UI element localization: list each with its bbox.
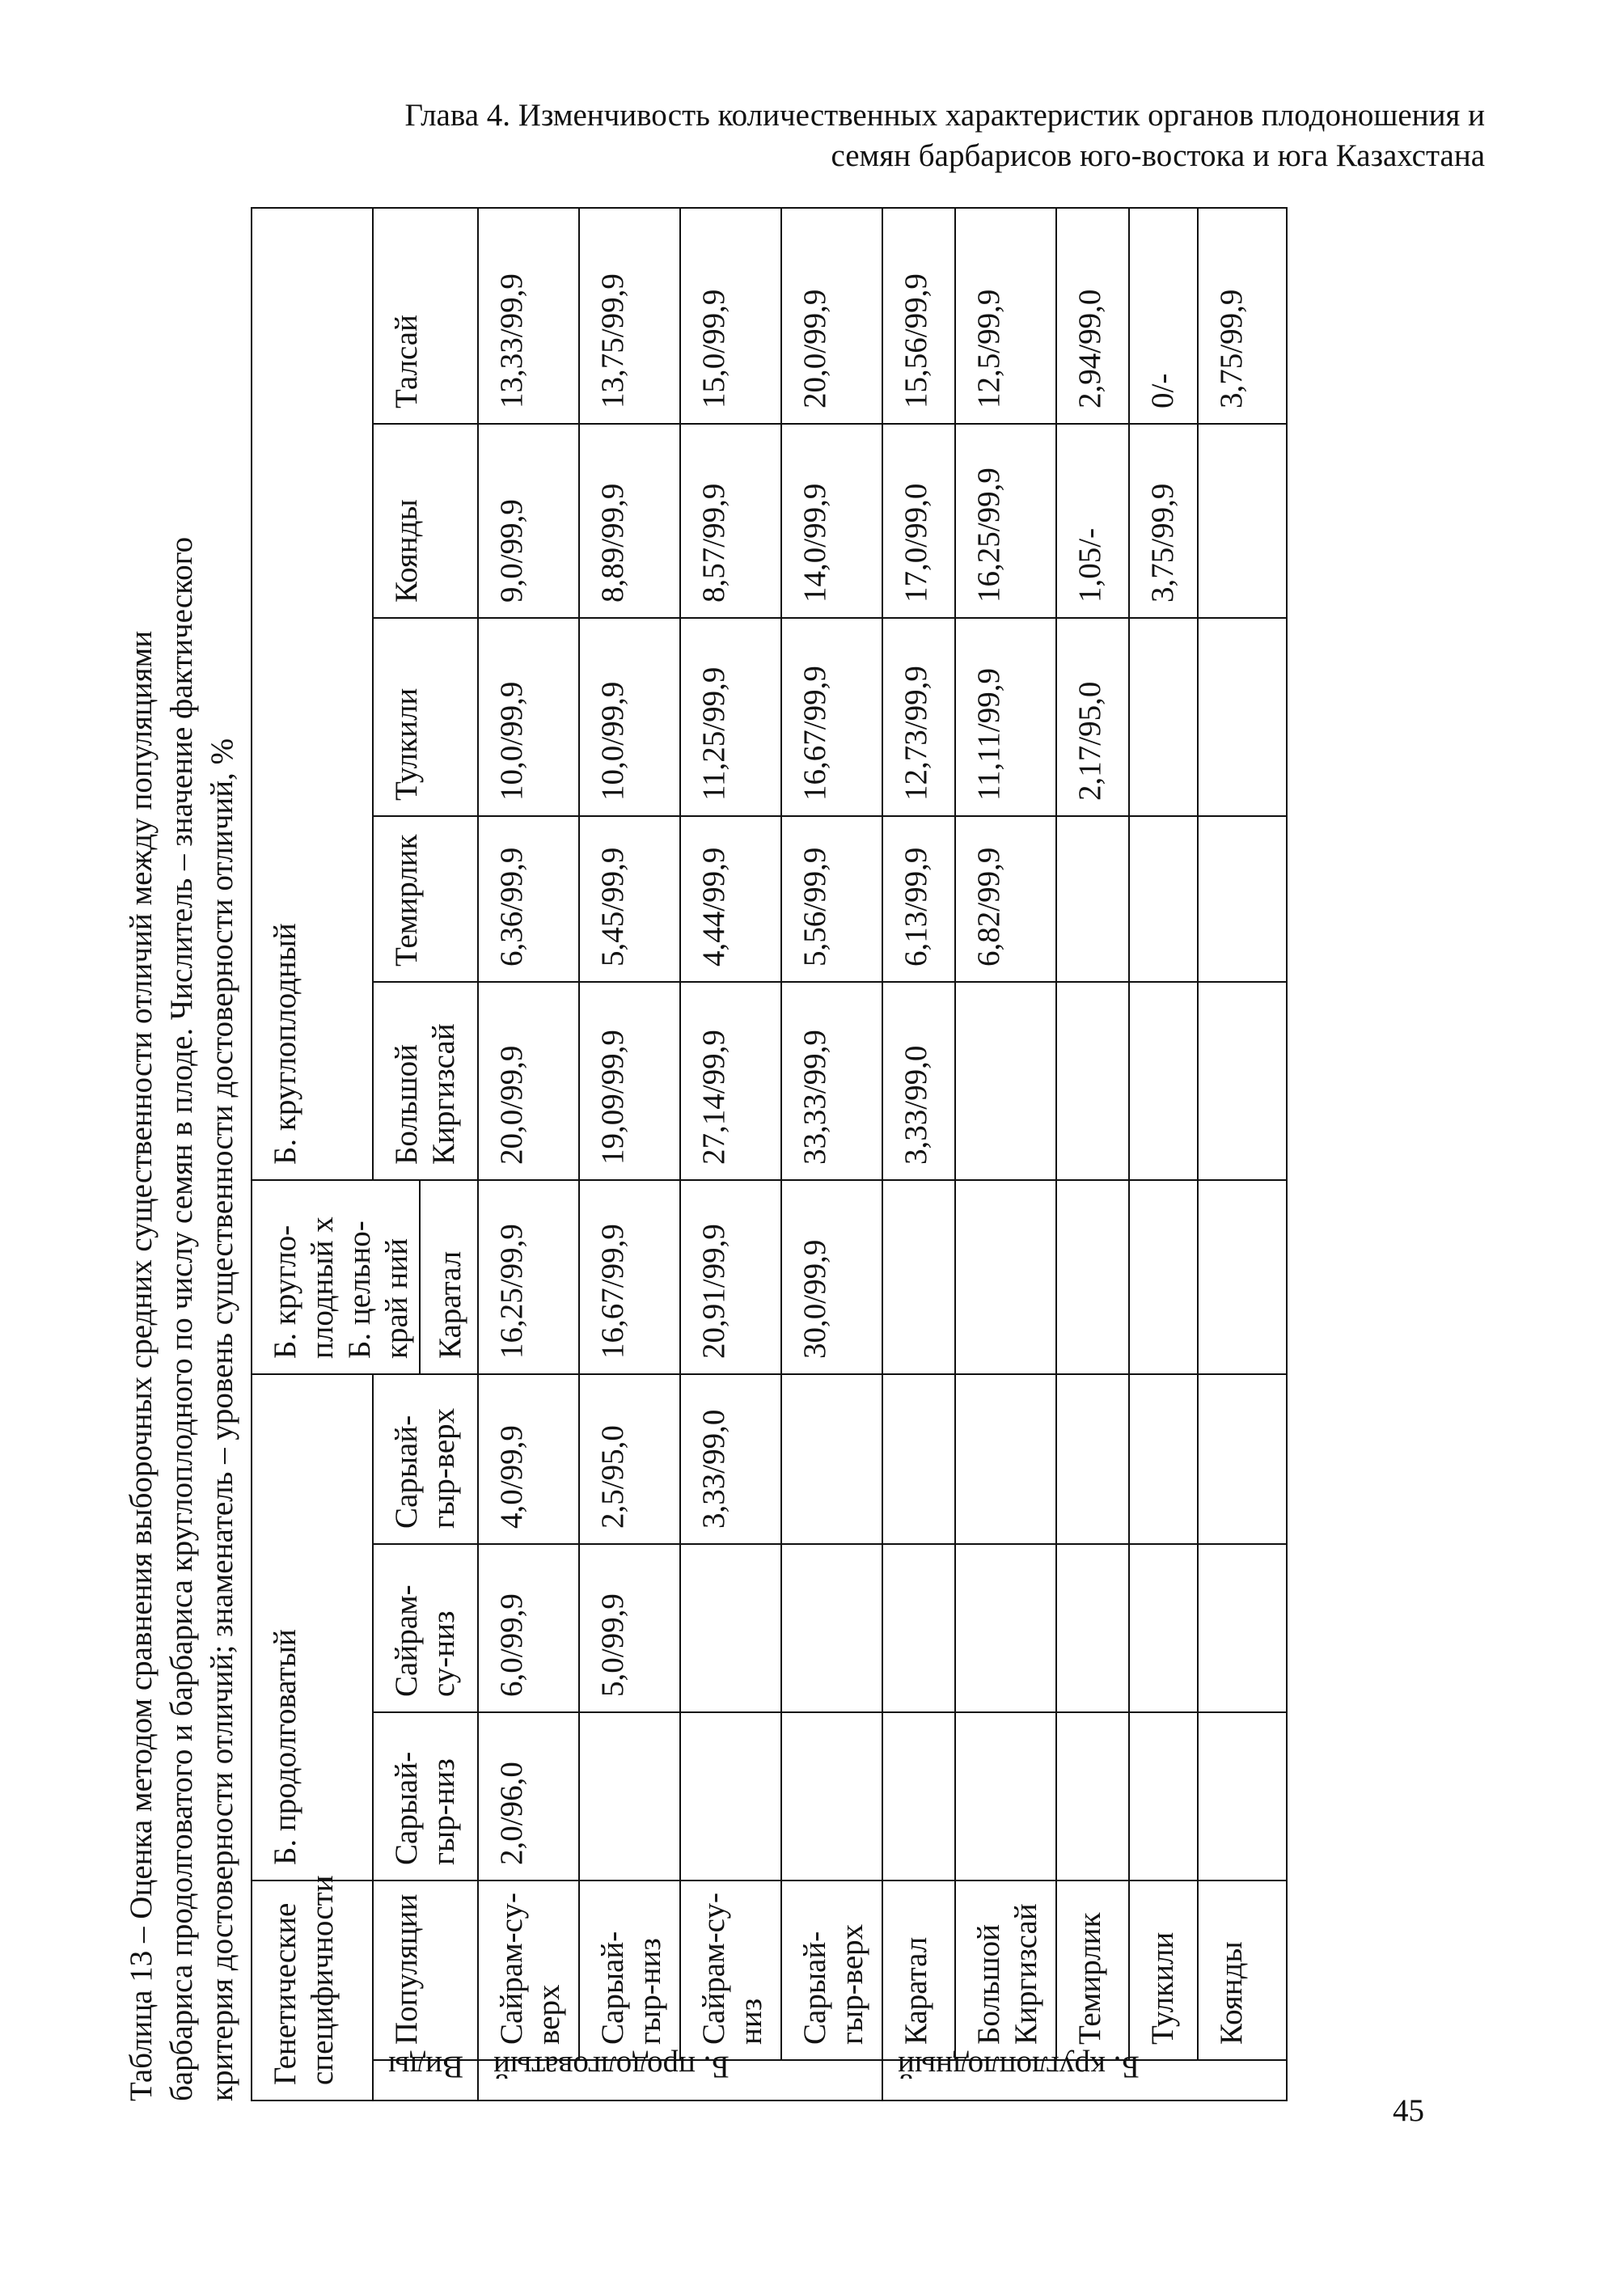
table-cell	[1056, 1180, 1129, 1374]
population-cell: Сарыай-гыр-низ	[579, 1881, 680, 2060]
table-row	[955, 208, 1056, 2101]
genetic-specificities-header: Генетические специфичности	[252, 1881, 373, 2101]
table-cell	[1198, 1374, 1287, 1544]
table-cell: 10,0/99,9	[478, 618, 579, 816]
table-cell	[1056, 1712, 1129, 1881]
table-cell	[1129, 1374, 1198, 1544]
table-cell	[1129, 1712, 1198, 1881]
table-cell	[1129, 1180, 1198, 1374]
table-cell: 11,25/99,9	[680, 618, 781, 816]
table-cell: 15,0/99,9	[680, 208, 781, 424]
population-cell: Темирлик	[1056, 1881, 1129, 2060]
group-header-oblong: Б. продолговатый	[252, 1374, 373, 1881]
page-number: 45	[1393, 2093, 1424, 2128]
population-cell: Тулкили	[1129, 1881, 1198, 2060]
population-cell: Коянды	[1198, 1881, 1287, 2060]
table-cell	[955, 1544, 1056, 1712]
table-cell: 19,09/99,9	[579, 982, 680, 1180]
table-cell: 3,75/99,9	[1129, 424, 1198, 618]
caption-line-1: Таблица 13 – Оценка методом сравнения выборочных средних существенности отличий между популяциями	[124, 630, 159, 2101]
table-cell: 20,0/99,9	[478, 982, 579, 1180]
table-cell: 16,25/99,9	[955, 424, 1056, 618]
table-cell	[1129, 982, 1198, 1180]
table-cell: 11,11/99,9	[955, 618, 1056, 816]
table-cell: 3,75/99,9	[1198, 208, 1287, 424]
table-cell: 6,13/99,9	[882, 816, 955, 982]
table-cell: 9,0/99,9	[478, 424, 579, 618]
column-header: Сарыай-гыр-низ	[373, 1712, 478, 1881]
column-header: Талсай	[373, 208, 478, 424]
species-header-label: Виды	[388, 2050, 463, 2084]
table-cell	[680, 1544, 781, 1712]
populations-header: Популяции	[373, 1881, 478, 2060]
table-cell: 10,0/99,9	[579, 618, 680, 816]
group-header-hybrid: Б. кругло-плодный х Б. цельно-край ний	[268, 1216, 414, 1359]
caption-line-3: критерия достоверности отличий; знаменатель – уровень существенности достоверности отличий, %	[205, 738, 239, 2101]
population-cell: Сайрам-су-низ	[680, 1881, 781, 2060]
table-cell	[1198, 424, 1287, 618]
group-header-hybrid-cell	[252, 1180, 478, 1374]
table-cell	[1056, 1374, 1129, 1544]
population-cell: Сайрам-су-верх	[478, 1881, 579, 2060]
table-row	[1129, 208, 1198, 2101]
table-cell: 1,05/-	[1056, 424, 1129, 618]
table-cell	[1056, 1544, 1129, 1712]
table-cell	[1198, 982, 1287, 1180]
column-header: Большой Киргизсай	[373, 982, 478, 1180]
species-header	[373, 2050, 478, 2101]
table-cell: 6,36/99,9	[478, 816, 579, 982]
table-cell: 16,67/99,9	[781, 618, 882, 816]
rotated-landscape-block	[121, 209, 1270, 2101]
table-row	[680, 208, 781, 2101]
population-cell: Сарыай-гыр-верх	[781, 1881, 882, 2060]
table-cell	[1056, 816, 1129, 982]
table-cell: 17,0/99,0	[882, 424, 955, 618]
running-header-line-2: семян барбарисов юго-востока и юга Казахстана	[831, 138, 1485, 173]
table-cell: 4,0/99,9	[478, 1374, 579, 1544]
species-group-round	[882, 2050, 1287, 2101]
table-row	[781, 208, 882, 2101]
table-cell: 14,0/99,9	[781, 424, 882, 618]
table-cell: 12,5/99,9	[955, 208, 1056, 424]
table-cell: 2,5/95,0	[579, 1374, 680, 1544]
table-cell: 6,82/99,9	[955, 816, 1056, 982]
table-cell: 0/-	[1129, 208, 1198, 424]
table-cell	[1198, 1544, 1287, 1712]
table-cell	[680, 1712, 781, 1881]
table-cell	[882, 1180, 955, 1374]
table-cell	[1129, 1544, 1198, 1712]
caption-line-2: барбариса продолговатого и барбариса круглоплодного по числу семян в плоде. Числитель – значение фактического	[164, 536, 199, 2101]
population-cell: Большой Киргизсай	[955, 1881, 1056, 2060]
table-cell: 4,44/99,9	[680, 816, 781, 982]
column-header: Темирлик	[373, 816, 478, 982]
table-cell: 2,94/99,0	[1056, 208, 1129, 424]
table-cell: 20,91/99,9	[680, 1180, 781, 1374]
table-cell	[955, 982, 1056, 1180]
table-row	[1056, 208, 1129, 2101]
table-cell	[1198, 618, 1287, 816]
table-cell: 15,56/99,9	[882, 208, 955, 424]
group-header-round: Б. круглоплодный	[252, 208, 373, 1180]
table-cell	[579, 1712, 680, 1881]
table-cell	[781, 1544, 882, 1712]
table-cell: 5,0/99,9	[579, 1544, 680, 1712]
table-cell	[955, 1180, 1056, 1374]
table-cell	[781, 1374, 882, 1544]
table-cell: 30,0/99,9	[781, 1180, 882, 1374]
species-group-oblong-label: Б. продолговатый	[493, 2050, 730, 2084]
column-header: Тулкили	[373, 618, 478, 816]
table-row	[1198, 208, 1287, 2101]
table-cell: 8,57/99,9	[680, 424, 781, 618]
running-header	[110, 95, 1485, 176]
column-header: Сарыай-гыр-верх	[373, 1374, 478, 1544]
table-cell	[781, 1712, 882, 1881]
table-cell	[1129, 816, 1198, 982]
table-cell: 16,67/99,9	[579, 1180, 680, 1374]
species-group-oblong	[478, 2050, 882, 2101]
table-cell: 12,73/99,9	[882, 618, 955, 816]
table-cell	[1198, 1712, 1287, 1881]
table-cell	[955, 1712, 1056, 1881]
table-cell: 3,33/99,0	[882, 982, 955, 1180]
table-row	[478, 208, 579, 2101]
table-cell	[1198, 1180, 1287, 1374]
column-header: Сайрам-су-низ	[373, 1544, 478, 1712]
table-cell: 6,0/99,9	[478, 1544, 579, 1712]
table-cell: 3,33/99,0	[680, 1374, 781, 1544]
table-header-row-columns	[373, 208, 478, 2101]
table-cell: 8,89/99,9	[579, 424, 680, 618]
column-header: Коянды	[373, 424, 478, 618]
table-cell: 2,0/96,0	[478, 1712, 579, 1881]
table-cell: 5,45/99,9	[579, 816, 680, 982]
column-header-karatal: Каратал	[419, 1181, 474, 1373]
table-cell: 27,14/99,9	[680, 982, 781, 1180]
table-cell	[1198, 816, 1287, 982]
table-cell: 2,17/95,0	[1056, 618, 1129, 816]
table-cell	[882, 1712, 955, 1881]
table-cell	[955, 1374, 1056, 1544]
table-cell	[882, 1544, 955, 1712]
table-cell	[882, 1374, 955, 1544]
table-cell: 5,56/99,9	[781, 816, 882, 982]
table-cell: 13,33/99,9	[478, 208, 579, 424]
table-cell	[1056, 982, 1129, 1180]
table-cell	[1129, 618, 1198, 816]
table-header-row-groups	[252, 208, 373, 2101]
table-caption	[121, 217, 243, 2101]
rotated-table-container	[121, 209, 1270, 2101]
table-cell: 33,33/99,9	[781, 982, 882, 1180]
table-cell: 16,25/99,9	[478, 1180, 579, 1374]
table-row	[882, 208, 955, 2101]
comparison-table	[251, 207, 1288, 2101]
table-cell: 20,0/99,9	[781, 208, 882, 424]
running-header-line-1: Глава 4. Изменчивость количественных характеристик органов плодоношения и	[404, 98, 1485, 133]
table-row	[579, 208, 680, 2101]
table-cell: 13,75/99,9	[579, 208, 680, 424]
population-cell: Каратал	[882, 1881, 955, 2060]
species-group-round-label: Б. круглоплодный	[897, 2050, 1140, 2084]
